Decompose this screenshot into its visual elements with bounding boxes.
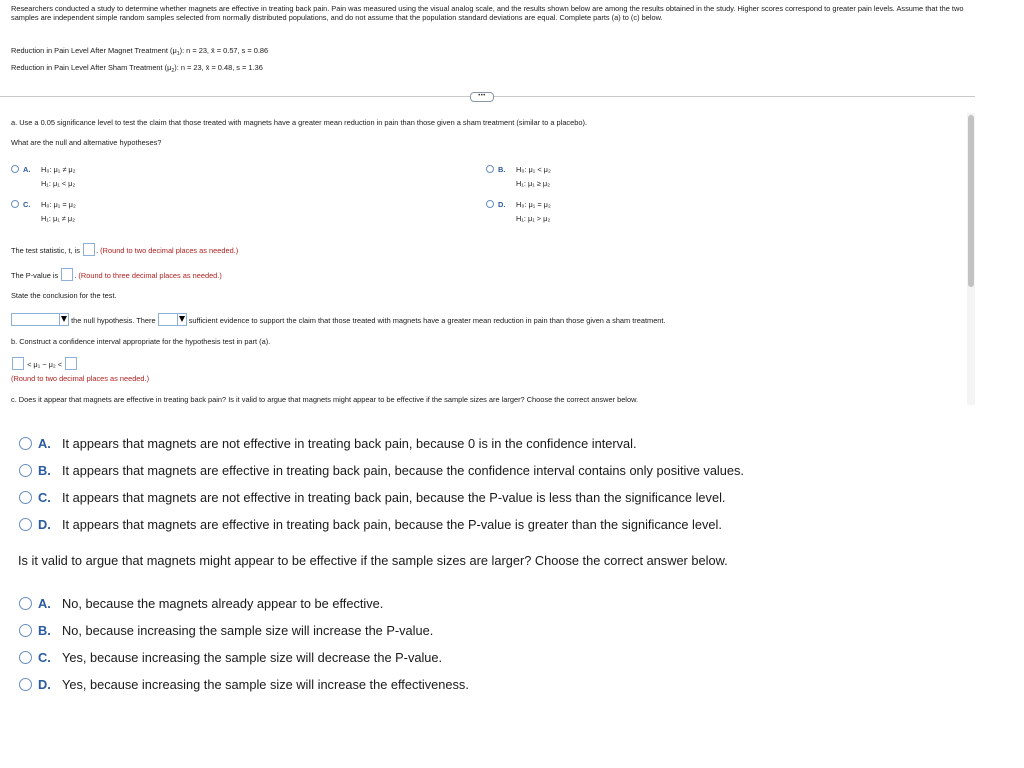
size-option-b[interactable] [19, 623, 433, 639]
option-c-h0: H₀: μ₁ = μ₂ [41, 200, 76, 209]
test-statistic-label: The test statistic, t, is [11, 246, 80, 255]
option-a-h0: H₀: μ₁ ≠ μ₂ [41, 165, 76, 174]
option-text: No, because the magnets already appear to be effective. [62, 596, 384, 611]
size-option-c[interactable] [19, 650, 442, 666]
scrollbar-thumb[interactable] [968, 115, 974, 287]
effect-option-a[interactable] [19, 436, 637, 452]
size-option-a[interactable] [19, 596, 383, 612]
sample-magnet-label: Reduction in Pain Level After Magnet Treatment (μ [11, 46, 177, 55]
problem-intro: Researchers conducted a study to determine whether magnets are effective in treating back pain. Pain was measured using the visual analog scale, and the results shown below are among the results obtained in the study. Higher scores correspond to greater pain levels. Assume that the two samples are independent simple random samples selected from normally distributed populations, and do not assume that the population standard deviations are equal. Complete parts (a) to (c) below. [11, 4, 964, 23]
effect-option-c[interactable] [19, 490, 725, 506]
option-text: It appears that magnets are not effective in treating back pain, because the P-value is less than the significance level. [62, 490, 726, 505]
option-a-h1: H₁: μ₁ < μ₂ [41, 179, 76, 188]
ci-upper-input[interactable] [65, 357, 77, 370]
option-letter: D. [38, 677, 51, 692]
sample-sham-stats: ): n = 23, x̄ = 0.48, s = 1.36 [174, 63, 263, 72]
option-letter: B. [38, 463, 51, 478]
option-letter: C. [38, 490, 51, 505]
option-letter: D. [498, 200, 506, 209]
option-text: It appears that magnets are effective in treating back pain, because the P-value is greater than the significance level. [62, 517, 722, 532]
option-letter: A. [23, 165, 31, 174]
p-value-input[interactable] [61, 268, 73, 281]
radio-b[interactable] [486, 165, 494, 173]
option-b-h0: H₀: μ₁ < μ₂ [516, 165, 551, 174]
hypotheses-question: What are the null and alternative hypotheses? [11, 138, 162, 147]
radio-d[interactable] [19, 518, 32, 531]
radio-a[interactable] [19, 597, 32, 610]
option-letter: B. [498, 165, 506, 174]
option-d-h1: H₁: μ₁ > μ₂ [516, 214, 551, 223]
radio-b[interactable] [19, 464, 32, 477]
radio-b[interactable] [19, 624, 32, 637]
p-value-label: The P-value is [11, 271, 59, 280]
part-a-prompt: a. Use a 0.05 significance level to test the claim that those treated with magnets have a greater mean reduction in pain than those given a sham treatment (similar to a placebo). [11, 118, 587, 127]
sample-sham-sub: 2 [171, 68, 175, 74]
sample-sham-label: Reduction in Pain Level After Sham Treatment (μ [11, 63, 172, 72]
radio-d[interactable] [19, 678, 32, 691]
chevron-down-icon [61, 316, 67, 322]
option-letter: D. [38, 517, 51, 532]
part-b-prompt: b. Construct a confidence interval appropriate for the hypothesis test in part (a). [11, 337, 271, 346]
evidence-dropdown[interactable] [158, 313, 187, 326]
effect-option-d[interactable] [19, 517, 722, 533]
radio-c[interactable] [11, 200, 19, 208]
hypothesis-option-c[interactable] [11, 200, 35, 209]
option-letter: A. [38, 436, 51, 451]
part-b-hint: (Round to two decimal places as needed.) [11, 374, 150, 383]
option-text: No, because increasing the sample size will increase the P-value. [62, 623, 434, 638]
option-letter: C. [38, 650, 51, 665]
option-c-h1: H₁: μ₁ ≠ μ₂ [41, 214, 75, 223]
radio-c[interactable] [19, 651, 32, 664]
sample-magnet-sub: 1 [176, 51, 180, 57]
hypothesis-option-d[interactable] [486, 200, 510, 209]
option-text: It appears that magnets are effective in treating back pain, because the confidence interval contains only positive values. [62, 463, 744, 478]
option-text: Yes, because increasing the sample size will increase the effectiveness. [62, 677, 469, 692]
conclusion-mid-text: the null hypothesis. There [71, 316, 156, 325]
conclusion-label: State the conclusion for the test. [11, 291, 117, 300]
chevron-down-icon [179, 316, 185, 322]
p-value-hint: (Round to three decimal places as needed.) [78, 271, 222, 280]
hypothesis-option-a[interactable] [11, 165, 35, 174]
option-d-h0: H₀: μ₁ = μ₂ [516, 200, 551, 209]
ci-lower-input[interactable] [12, 357, 24, 370]
conclusion-row [11, 313, 666, 326]
option-letter: B. [38, 623, 51, 638]
sample-sham [11, 63, 263, 72]
sample-magnet [11, 46, 268, 55]
confidence-interval-row [11, 357, 78, 370]
radio-c[interactable] [19, 491, 32, 504]
sample-size-question: Is it valid to argue that magnets might appear to be effective if the sample sizes are larger? Choose the correct answer below. [18, 553, 728, 568]
conclusion-end-text: sufficient evidence to support the claim that those treated with magnets have a greater mean reduction in pain than those given a sham treatment. [188, 316, 666, 325]
reject-dropdown[interactable] [11, 313, 69, 326]
radio-a[interactable] [19, 437, 32, 450]
effect-option-b[interactable] [19, 463, 744, 479]
radio-a[interactable] [11, 165, 19, 173]
test-statistic-input[interactable] [83, 243, 95, 256]
sample-magnet-stats: ): n = 23, x̄ = 0.57, s = 0.86 [179, 46, 269, 55]
ci-middle-text: < μ₁ − μ₂ < [27, 360, 63, 369]
option-letter: A. [38, 596, 51, 611]
option-letter: C. [23, 200, 31, 209]
radio-d[interactable] [486, 200, 494, 208]
hypothesis-option-b[interactable] [486, 165, 510, 174]
expand-more-button[interactable]: ••• [470, 92, 494, 102]
p-value-row: The P-value is . (Round to three decimal places as needed.) [11, 268, 222, 281]
test-statistic-row: The test statistic, t, is . (Round to two decimal places as needed.) [11, 243, 238, 256]
option-b-h1: H₁: μ₁ ≥ μ₂ [516, 179, 550, 188]
option-text: It appears that magnets are not effective in treating back pain, because 0 is in the confidence interval. [62, 436, 637, 451]
option-text: Yes, because increasing the sample size will decrease the P-value. [62, 650, 443, 665]
size-option-d[interactable] [19, 677, 469, 693]
part-c-prompt: c. Does it appear that magnets are effective in treating back pain? Is it valid to argue that magnets might appear to be effective if the sample sizes are larger? Choose the correct answer below. [11, 395, 639, 404]
test-statistic-hint: (Round to two decimal places as needed.) [100, 246, 239, 255]
